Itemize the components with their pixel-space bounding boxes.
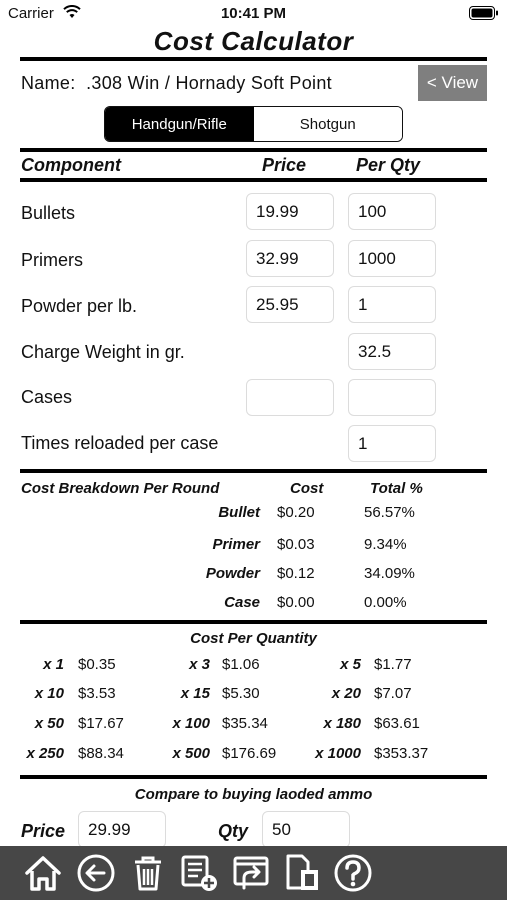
qty-cost: $7.07 <box>374 685 412 702</box>
divider <box>20 178 487 182</box>
type-segmented-control <box>104 106 403 142</box>
qty-cost: $5.30 <box>222 685 260 702</box>
breakdown-total-header: Total % <box>370 480 423 497</box>
export-icon[interactable] <box>230 852 272 894</box>
primers-label: Primers <box>21 250 83 270</box>
status-bar <box>0 0 507 28</box>
trash-icon[interactable] <box>127 852 169 894</box>
name-label: Name: <box>21 73 76 93</box>
breakdown-primer-pct: 9.34% <box>364 536 407 553</box>
breakdown-powder-label: Powder <box>205 565 260 582</box>
qty-label: x 250 <box>26 745 64 762</box>
qty-label: x 1000 <box>315 745 361 762</box>
qty-label: x 180 <box>323 715 361 732</box>
breakdown-bullet-cost: $0.20 <box>277 504 315 521</box>
divider <box>20 148 487 152</box>
header-per-qty: Per Qty <box>356 155 421 175</box>
divider <box>20 469 487 473</box>
qty-label: x 500 <box>172 745 210 762</box>
divider <box>20 775 487 779</box>
qty-cost: $35.34 <box>222 715 268 732</box>
help-icon[interactable] <box>332 852 374 894</box>
breakdown-title: Cost Breakdown Per Round <box>21 480 220 497</box>
compare-price-input[interactable] <box>78 811 166 848</box>
qty-label: x 20 <box>331 685 361 702</box>
battery-icon <box>469 6 499 20</box>
cases-label: Cases <box>21 387 73 407</box>
powder-qty-input[interactable] <box>348 286 436 323</box>
bottom-toolbar <box>0 846 507 900</box>
qty-label: x 3 <box>189 656 210 673</box>
bullets-price-input[interactable] <box>246 193 334 230</box>
back-icon[interactable] <box>75 852 117 894</box>
times-reloaded-label: Times reloaded per case <box>21 433 219 453</box>
qty-label: x 100 <box>172 715 210 732</box>
compare-qty-label: Qty <box>218 821 249 841</box>
qty-cost: $176.69 <box>222 745 277 762</box>
name-value: .308 Win / Hornady Soft Point <box>86 73 332 93</box>
cases-price-input[interactable] <box>246 379 334 416</box>
qty-cost: $88.34 <box>78 745 124 762</box>
qty-label: x 50 <box>34 715 64 732</box>
breakdown-cost-header: Cost <box>290 480 324 497</box>
powder-price-input[interactable] <box>246 286 334 323</box>
compare-qty-input[interactable] <box>262 811 350 848</box>
qty-label: x 1 <box>43 656 64 673</box>
header-price: Price <box>262 155 307 175</box>
breakdown-case-label: Case <box>224 594 260 611</box>
compare-title: Compare to buying laoded ammo <box>134 786 373 803</box>
compare-price-label: Price <box>21 821 66 841</box>
primers-qty-input[interactable] <box>348 240 436 277</box>
breakdown-primer-label: Primer <box>212 536 260 553</box>
qty-cost: $1.06 <box>222 656 260 673</box>
primers-price-input[interactable] <box>246 240 334 277</box>
breakdown-bullet-pct: 56.57% <box>364 504 415 521</box>
add-list-icon[interactable] <box>178 852 220 894</box>
cost-per-quantity-title: Cost Per Quantity <box>190 630 317 647</box>
qty-cost: $17.67 <box>78 715 124 732</box>
charge-weight-input[interactable] <box>348 333 436 370</box>
cases-qty-input[interactable] <box>348 379 436 416</box>
breakdown-powder-pct: 34.09% <box>364 565 415 582</box>
powder-label: Powder per lb. <box>21 296 138 316</box>
breakdown-bullet-label: Bullet <box>218 504 260 521</box>
breakdown-primer-cost: $0.03 <box>277 536 315 553</box>
status-time: 10:41 PM <box>220 5 287 22</box>
segment-handgun-rifle[interactable]: Handgun/Rifle <box>105 107 254 141</box>
bullets-qty-input[interactable] <box>348 193 436 230</box>
qty-label: x 15 <box>180 685 210 702</box>
qty-cost: $63.61 <box>374 715 420 732</box>
divider <box>20 57 487 61</box>
page-title: Cost Calculator <box>153 26 354 56</box>
recipe-name <box>21 73 332 94</box>
qty-label: x 5 <box>340 656 361 673</box>
carrier-label: Carrier <box>8 5 54 22</box>
breakdown-case-cost: $0.00 <box>277 594 315 611</box>
breakdown-case-pct: 0.00% <box>364 594 407 611</box>
segment-shotgun[interactable]: Shotgun <box>254 107 403 141</box>
qty-cost: $3.53 <box>78 685 116 702</box>
qty-cost: $1.77 <box>374 656 412 673</box>
times-reloaded-input[interactable] <box>348 425 436 462</box>
view-button[interactable]: < View <box>418 65 487 101</box>
qty-cost: $0.35 <box>78 656 116 673</box>
qty-label: x 10 <box>34 685 64 702</box>
copy-icon[interactable] <box>282 852 324 894</box>
charge-weight-label: Charge Weight in gr. <box>21 342 185 362</box>
divider <box>20 620 487 624</box>
bullets-label: Bullets <box>21 203 76 223</box>
breakdown-powder-cost: $0.12 <box>277 565 315 582</box>
home-icon[interactable] <box>22 852 64 894</box>
qty-cost: $353.37 <box>374 745 429 762</box>
header-component: Component <box>21 155 121 175</box>
